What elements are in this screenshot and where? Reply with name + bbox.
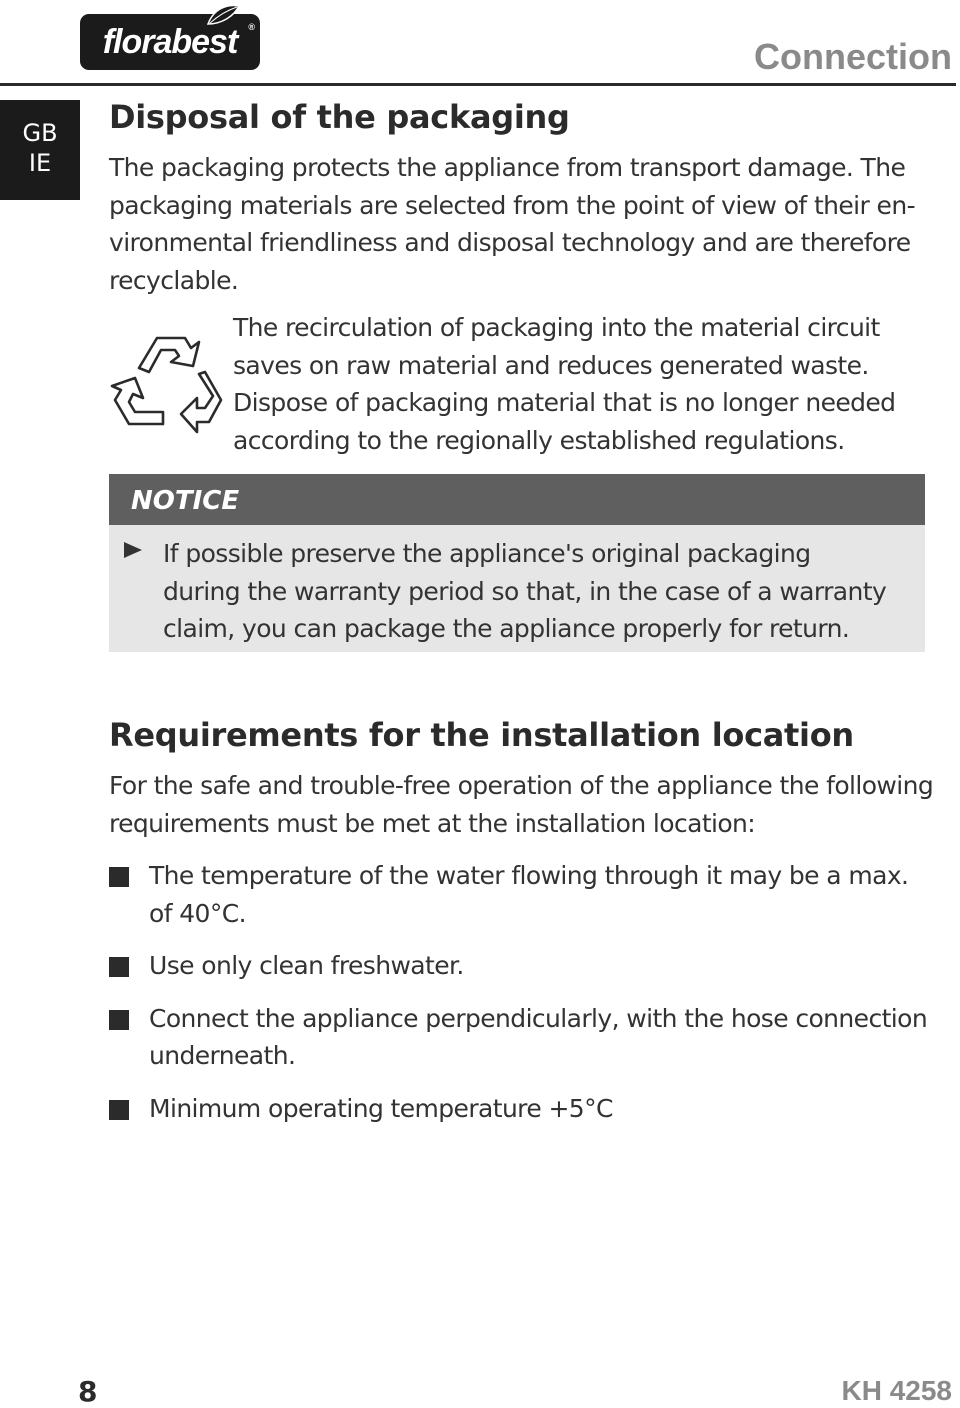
requirements-list: [109, 857, 929, 1142]
notice-text: If possible preserve the appliance's original packaging during the warranty period so that, in the case of a warranty claim, you can package the appliance properly for return.: [163, 539, 887, 643]
requirements-intro: For the safe and trouble-free operation of the appliance the following requirements must be met at the installation location:: [109, 771, 934, 838]
disposal-heading: Disposal of the packaging: [109, 98, 570, 136]
model-number: KH 4258: [841, 1375, 952, 1406]
notice-box: [109, 474, 925, 652]
square-bullet-icon: [109, 867, 129, 887]
lang-code: GB: [22, 119, 58, 147]
list-item: Use only clean freshwater.: [109, 947, 929, 985]
recycle-text: The recirculation of packaging into the material circuit saves on raw material and reduces generated waste. Dispose of packaging material that is no longer needed according to the regionally established regulations.: [233, 313, 896, 455]
leaf-icon: [206, 4, 240, 26]
list-item: Minimum operating temperature +5°C: [109, 1090, 929, 1128]
brand-name: florabest: [102, 22, 238, 61]
language-tab: [0, 100, 80, 200]
page-number: 8: [78, 1375, 98, 1408]
square-bullet-icon: [109, 1100, 129, 1120]
registered-icon: ®: [248, 22, 254, 32]
disposal-intro: The packaging protects the appliance from transport damage. The packaging materials are selected from the point of view of their en- vironmental friendliness and disposal technology and are therefore recyclable.: [109, 153, 915, 295]
square-bullet-icon: [109, 957, 129, 977]
requirements-heading: Requirements for the installation location: [109, 716, 854, 754]
square-bullet-icon: [109, 1010, 129, 1030]
brand-logo: [80, 14, 260, 70]
lang-code: IE: [28, 149, 52, 177]
list-item: Connect the appliance perpendicularly, with the hose connection underneath.: [109, 1000, 929, 1075]
section-title: Connection: [754, 36, 952, 77]
arrow-right-icon: [124, 542, 142, 558]
list-item: The temperature of the water flowing through it may be a max. of 40°C.: [109, 857, 929, 932]
recycle-icon: [109, 316, 229, 436]
notice-label: NOTICE: [109, 474, 925, 525]
header-divider: [0, 83, 956, 86]
